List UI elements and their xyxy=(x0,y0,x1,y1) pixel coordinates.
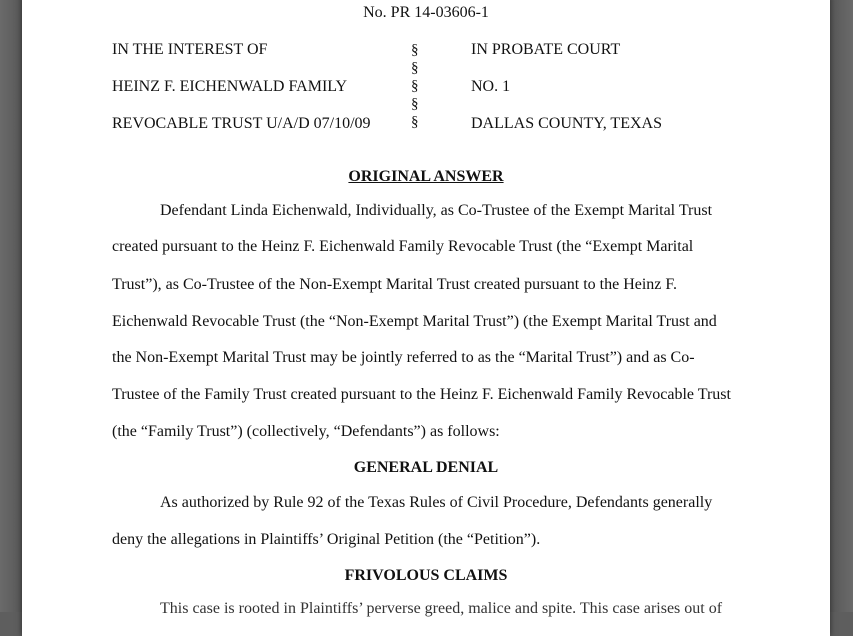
caption-right-line-2: NO. 1 xyxy=(471,78,511,95)
section-symbol: § xyxy=(411,96,419,112)
paragraph-line: As authorized by Rule 92 of the Texas Rules of Civil Procedure, Defendants generally xyxy=(160,494,713,511)
caption-left-line-2: HEINZ F. EICHENWALD FAMILY xyxy=(112,78,348,95)
paragraph-line-partial: This case is rooted in Plaintiffs’ perverse greed, malice and spite. This case arises out of xyxy=(160,600,723,617)
document-page xyxy=(22,0,830,636)
section-symbol: § xyxy=(411,114,419,130)
section-symbol: § xyxy=(411,60,419,76)
section-symbol: § xyxy=(411,42,419,58)
section-symbol: § xyxy=(411,78,419,94)
paragraph-line: deny the allegations in Plaintiffs’ Original Petition (the “Petition”). xyxy=(112,531,541,548)
paragraph-line: Trustee of the Family Trust created pursuant to the Heinz F. Eichenwald Family Revocable Trust xyxy=(112,386,731,403)
paragraph-line: Eichenwald Revocable Trust (the “Non-Exempt Marital Trust”) (the Exempt Marital Trust and xyxy=(112,313,717,330)
caption-left-line-3: REVOCABLE TRUST U/A/D 07/10/09 xyxy=(112,115,371,132)
caption-right-line-3: DALLAS COUNTY, TEXAS xyxy=(471,115,662,132)
section-heading-general-denial: GENERAL DENIAL xyxy=(353,459,499,476)
paragraph-line: Defendant Linda Eichenwald, Individually, as Co-Trustee of the Exempt Marital Trust xyxy=(160,202,713,219)
document-title: ORIGINAL ANSWER xyxy=(348,168,504,185)
paragraph-line: (the “Family Trust”) (collectively, “Defendants”) as follows: xyxy=(112,423,500,440)
case-number: No. PR 14-03606-1 xyxy=(363,4,489,21)
section-heading-frivolous-claims: FRIVOLOUS CLAIMS xyxy=(344,567,508,584)
paragraph-line: Trust”), as Co-Trustee of the Non-Exempt Marital Trust created pursuant to the Heinz F. xyxy=(112,276,678,293)
caption-right-line-1: IN PROBATE COURT xyxy=(471,41,621,58)
caption-left-line-1: IN THE INTEREST OF xyxy=(112,41,268,58)
paragraph-line: the Non-Exempt Marital Trust may be jointly referred to as the “Marital Trust”) and as Co- xyxy=(112,349,695,366)
paragraph-line: created pursuant to the Heinz F. Eichenwald Family Revocable Trust (the “Exempt Marital xyxy=(112,238,694,255)
